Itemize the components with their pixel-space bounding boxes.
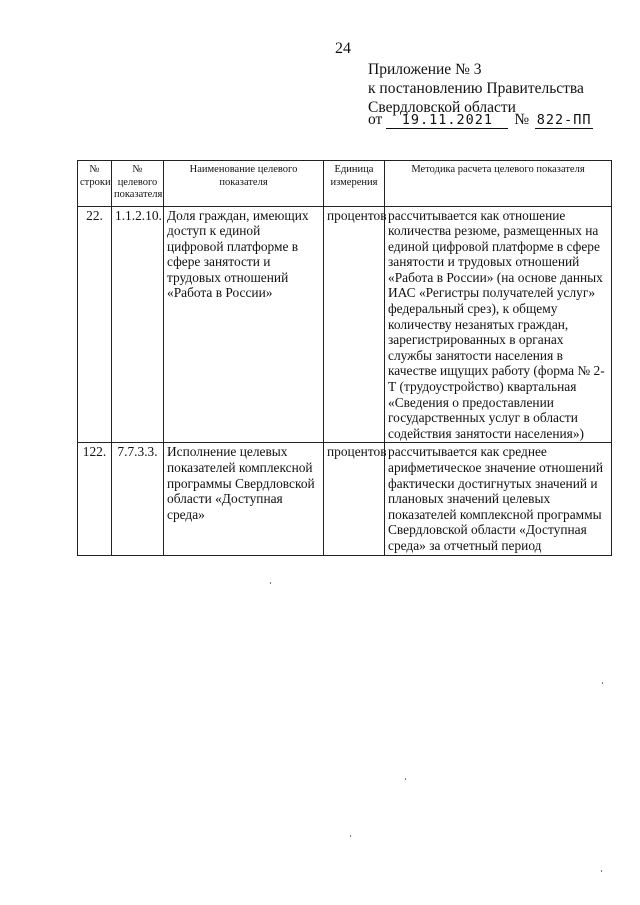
decree-date: 19.11.2021 <box>386 113 508 129</box>
header-unit: Единица измерения <box>324 161 385 207</box>
row-number: 22. <box>78 206 112 443</box>
decree-date-number-line <box>368 111 593 129</box>
indicator-name: Доля граждан, имеющих доступ к единой цифровой платформе в сфере занятости и трудовых отношений «Работа в России» <box>164 206 324 443</box>
indicator-unit: процентов <box>324 206 385 443</box>
header-method: Методика расчета целевого показателя <box>385 161 612 207</box>
indicator-name: Исполнение целевых показателей комплексной программы Свердловской области «Доступная среда» <box>164 443 324 555</box>
table-row <box>78 206 612 443</box>
number-prefix: № <box>514 111 530 128</box>
decree-number: 822-ПП <box>536 112 592 128</box>
appendix-decree-line: к постановлению Правительства <box>368 80 584 97</box>
table-row <box>78 443 612 555</box>
appendix-header <box>368 60 584 117</box>
appendix-title: Приложение № 3 <box>368 61 482 78</box>
header-row-number: № строки <box>78 161 112 207</box>
header-indicator-number: № целевого показателя <box>112 161 164 207</box>
header-indicator-name: Наименование целевого показателя <box>164 161 324 207</box>
page-number: 24 <box>335 40 351 57</box>
calculation-method: рассчитывается как среднее арифметическое значение отношений фактически достигнутых значений и плановых значений целевых показателей комплексной программы Свердловской области «Доступная среда» за отчетный период <box>385 443 612 555</box>
indicator-unit: процентов <box>324 443 385 555</box>
indicators-table <box>77 160 612 556</box>
date-prefix: от <box>368 111 383 128</box>
indicator-number: 1.1.2.10. <box>112 206 164 443</box>
row-number: 122. <box>78 443 112 555</box>
indicator-number: 7.7.3.3. <box>112 443 164 555</box>
table-header-row <box>78 161 612 207</box>
appendix-region-line: Свердловской области <box>368 99 516 116</box>
calculation-method: рассчитывается как отношение количества резюме, размещенных на единой цифровой платформе в сфере занятости и трудовых отношений «Работа в России» (на основе данных ИАС «Регистры получателей услуг» федеральный срез), к общему количеству незанятых граждан, зарегистрированных в органах службы занятости населения в качестве ищущих работу (форма № 2-Т (трудоустройство) квартальная «Сведения о предоставлении государственных услуг в области содействия занятости населения») <box>385 206 612 443</box>
